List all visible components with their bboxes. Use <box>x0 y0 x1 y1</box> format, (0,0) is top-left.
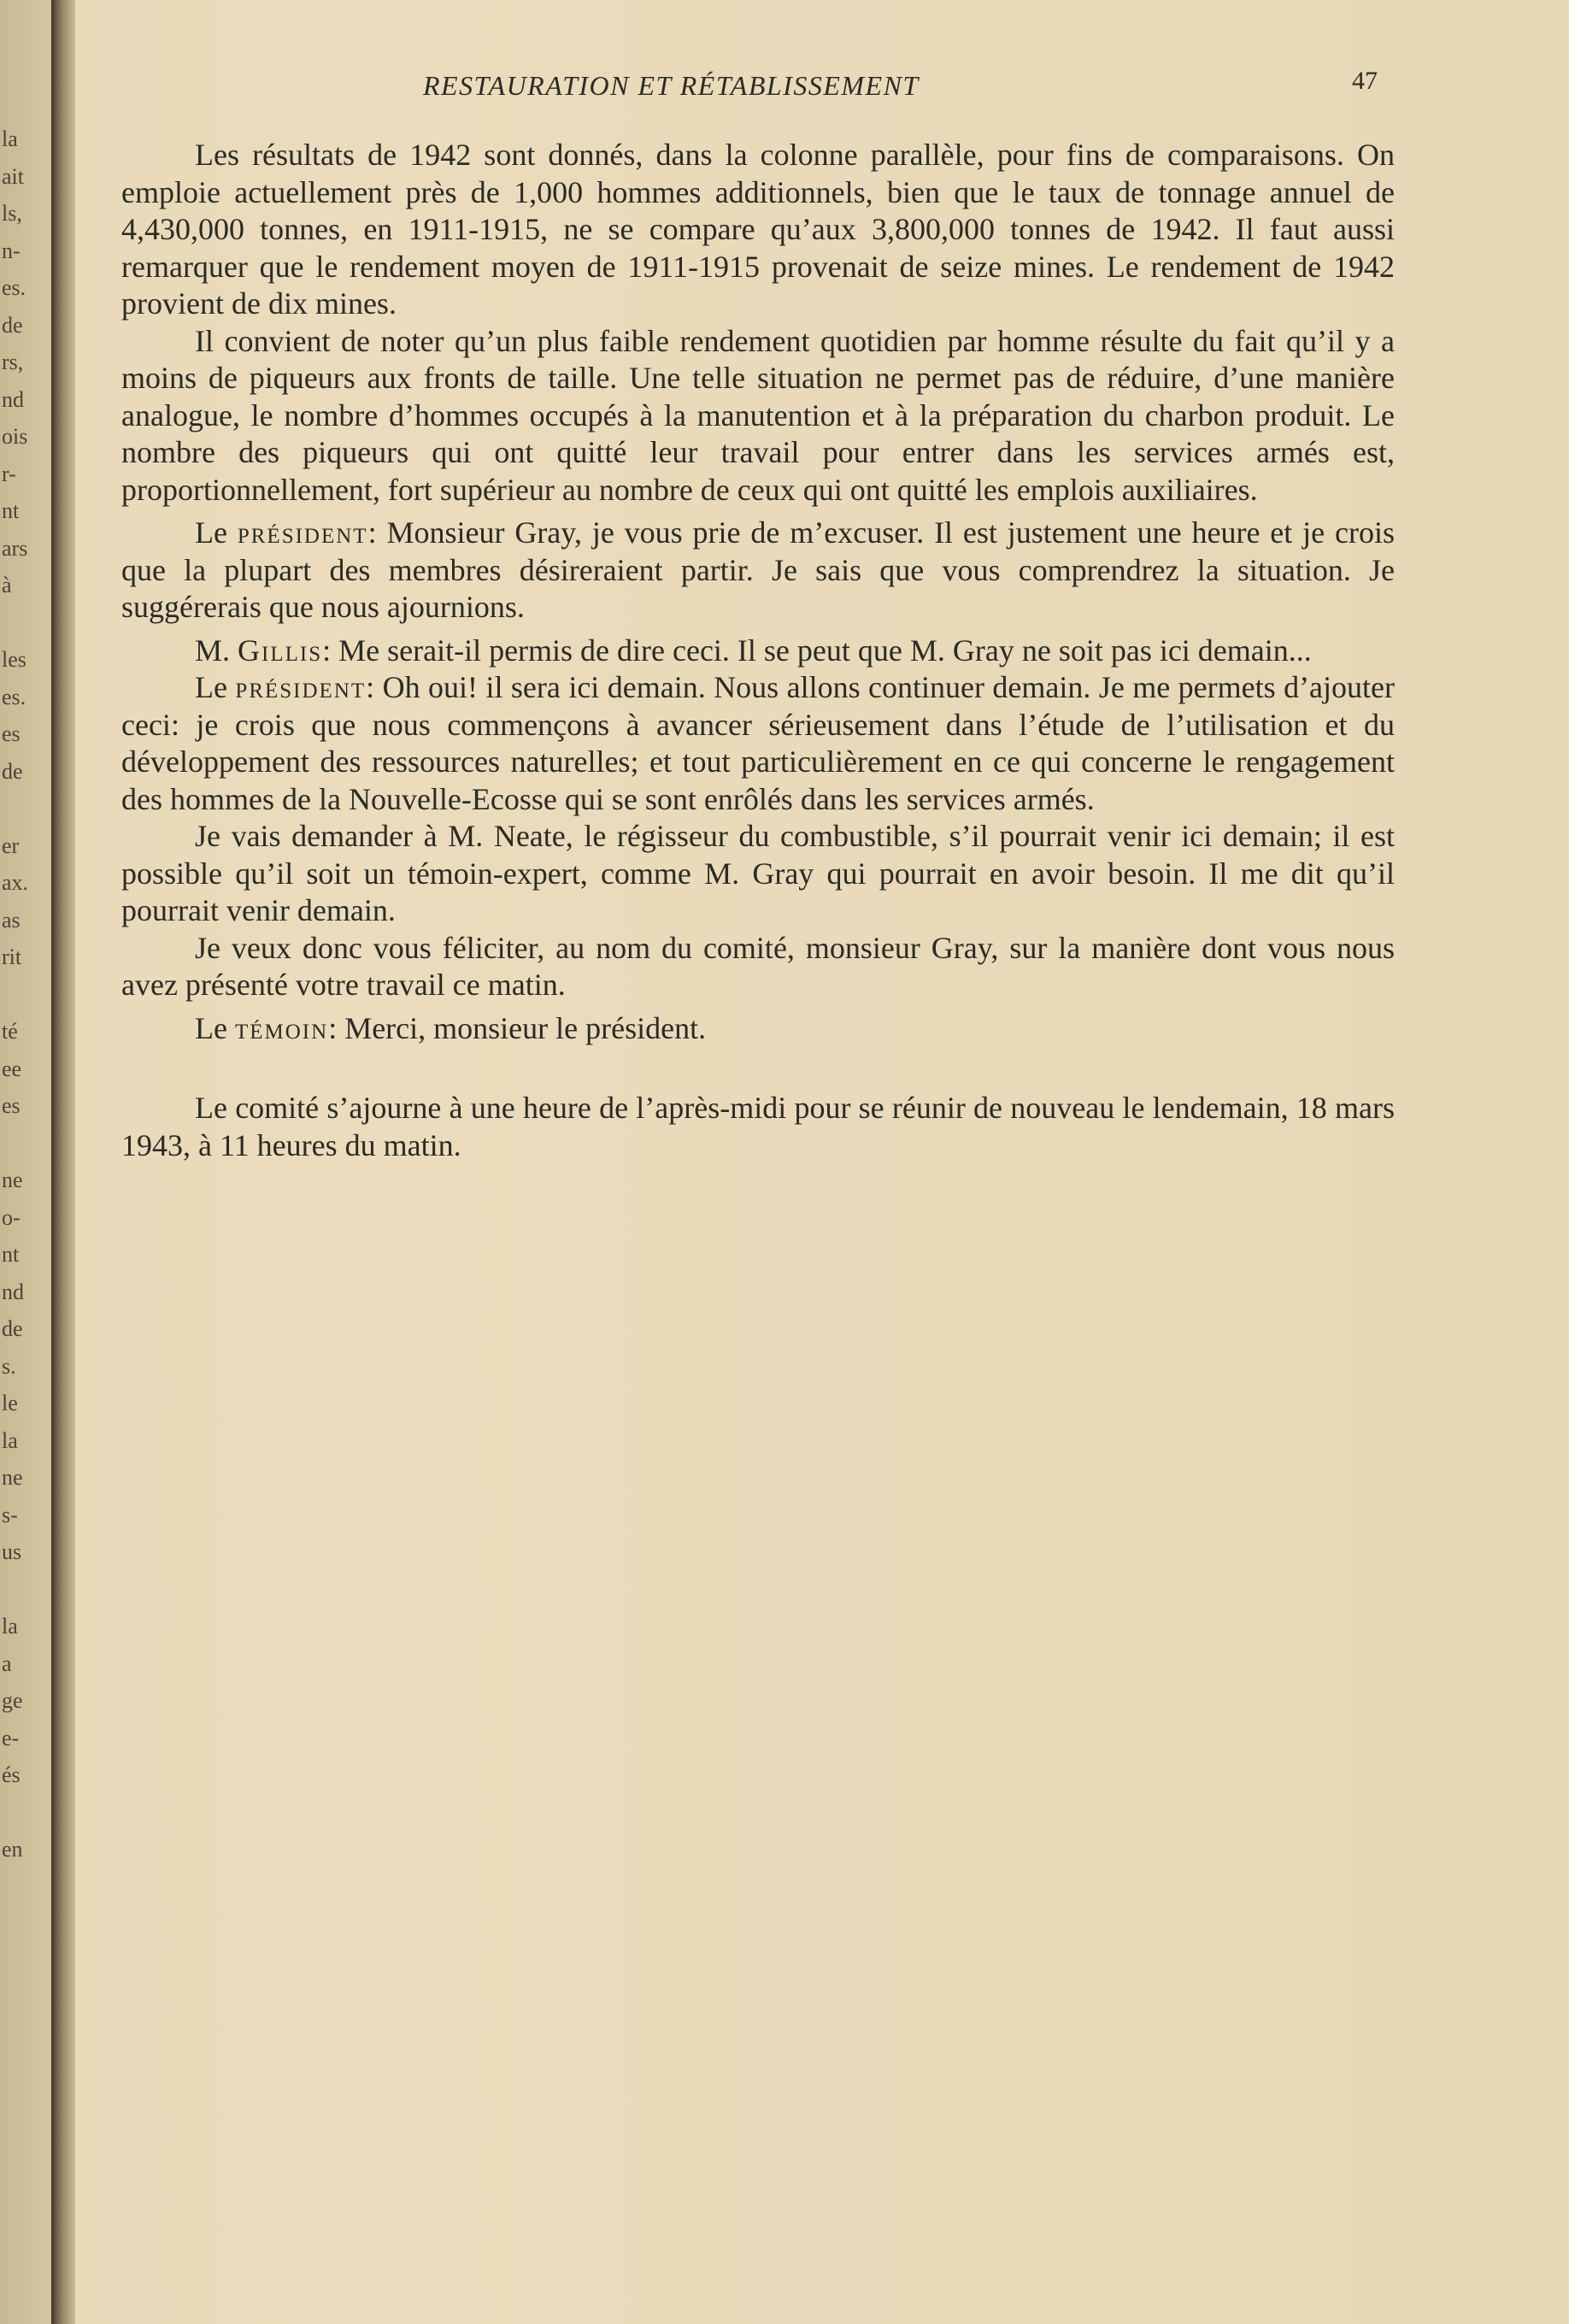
running-header: RESTAURATION ET RÉTABLISSEMENT <box>423 70 920 101</box>
speaker-name: Gillis <box>238 632 323 668</box>
fragment-line: n- <box>2 238 21 263</box>
fragment-line: ne <box>2 1465 23 1490</box>
speech-paragraph <box>121 1010 1395 1048</box>
speech-text: : Me serait-il permis de dire ceci. Il se peut que M. Gray ne soit pas ici demain... <box>322 632 1312 668</box>
previous-page-text-fragments <box>2 126 29 1876</box>
speech-text: : Monsieur Gray, je vous prie de m’excuser. Il est justement une heure et je crois que la plupart des membres désireraient partir. Je sais que vous comprendrez la situation. Je suggérerais que nous ajournions. <box>121 515 1395 624</box>
fragment-line: s- <box>2 1502 18 1527</box>
fragment-line: rit <box>2 944 22 969</box>
speech-paragraph <box>121 632 1395 670</box>
fragment-line <box>2 1579 21 1616</box>
paragraph <box>121 323 1395 509</box>
fragment-line <box>2 984 21 1021</box>
fragment-line: es. <box>2 275 26 300</box>
fragment-line: en <box>2 1837 23 1862</box>
speech-paragraph <box>121 669 1395 818</box>
paragraph <box>121 930 1395 1004</box>
fragment-line <box>2 1133 21 1170</box>
fragment-line: s. <box>2 1353 16 1379</box>
speaker-prefix: Le <box>195 1010 235 1045</box>
body-text <box>121 137 1395 1164</box>
speaker-name: président <box>237 515 368 550</box>
speech-text: : Merci, monsieur le président. <box>328 1010 707 1045</box>
paragraph <box>121 818 1395 930</box>
fragment-line: la <box>2 1427 18 1453</box>
paragraph-text: Il convient de noter qu’un plus faible rendement quotidien par homme résulte du fait qu’il y a moins de piqueurs aux fronts de taille. Une telle situation ne permet pas de réduire, d’une manière analogue, le nombre d’hommes occupés à la manutention et à la préparation du charbon produit. Le nombre des piqueurs qui ont quitté leur travail pour entrer dans les services armés est, proportionnellement, fort supérieur au nombre de ceux qui ont quitté les emplois auxiliaires. <box>121 323 1395 507</box>
page-number: 47 <box>1352 67 1378 95</box>
fragment-line <box>2 612 21 650</box>
speech-paragraph <box>121 515 1395 627</box>
fragment-line: té <box>2 1019 18 1044</box>
closing-text: Le comité s’ajourne à une heure de l’après-midi pour se réunir de nouveau le lendemain, 18 mars 1943, à 11 heures du matin. <box>121 1091 1395 1162</box>
fragment-line: nt <box>2 498 20 523</box>
fragment-line: le <box>2 1391 18 1415</box>
fragment-line: à <box>2 573 12 597</box>
fragment-line: de <box>2 1316 23 1341</box>
speaker-prefix: M. <box>195 632 238 668</box>
fragment-line: nd <box>2 386 24 412</box>
speaker-name: président <box>235 670 367 704</box>
paragraph-text: Je veux donc vous féliciter, au nom du comité, monsieur Gray, sur la manière dont vous nous avez présenté votre travail ce matin. <box>121 930 1395 1002</box>
fragment-line: nd <box>2 1279 24 1304</box>
paragraph <box>121 137 1395 323</box>
speaker-name: témoin <box>234 1010 329 1045</box>
speech-text: : Oh oui! il sera ici demain. Nous allons continuer demain. Je me permets d’ajouter ceci: je crois que nous commençons à avancer sérieusement dans l’étude de l’utilisation et du développement des ressources naturelles; et tout particulièrement en ce qui concerne le rengagement des hommes de la Nouvelle-Ecosse qui se sont enrôlés dans les services armés. <box>121 670 1396 816</box>
paragraph-text: Les résultats de 1942 sont donnés, dans la colonne parallèle, pour fins de comparaisons. On emploie actuellement près de 1,000 hommes additionnels, bien que le taux de tonnage annuel de 4,430,000 tonnes, en 1911-1915, ne se compare qu’aux 3,800,000 tonnes de 1942. Il faut aussi remarquer que le rendement moyen de 1911-1915 provenait de seize mines. Le rendement de 1942 provient de dix mines. <box>121 138 1395 321</box>
fragment-line: r- <box>2 461 16 486</box>
speaker-prefix: Le <box>195 670 236 704</box>
paragraph-text: Je vais demander à M. Neate, le régisseur du combustible, s’il pourrait venir ici demain; il est possible qu’il soit un témoin-expert, comme M. Gray qui pourrait en avoir besoin. Il me dit qu’il pourrait venir demain. <box>121 819 1395 927</box>
fragment-line: ax. <box>2 870 29 895</box>
fragment-line: ne <box>2 1168 23 1192</box>
fragment-line: us <box>2 1539 22 1564</box>
fragment-line: ge <box>2 1688 23 1713</box>
fragment-line: es <box>2 721 21 746</box>
binding-gutter <box>51 0 75 2324</box>
fragment-line: e- <box>2 1725 20 1750</box>
fragment-line: de <box>2 312 23 338</box>
fragment-line: les <box>2 647 26 672</box>
fragment-line: a <box>2 1650 12 1676</box>
fragment-line: la <box>2 1614 18 1639</box>
fragment-line: és <box>2 1762 21 1787</box>
fragment-line: nt <box>2 1242 20 1267</box>
fragment-line: la <box>2 126 18 151</box>
fragment-line: ait <box>2 163 24 189</box>
fragment-line <box>2 1802 21 1839</box>
closing-paragraph <box>121 1090 1395 1164</box>
speaker-prefix: Le <box>195 515 238 550</box>
fragment-line: ois <box>2 424 28 449</box>
fragment-line: ls, <box>2 201 22 226</box>
fragment-line: ars <box>2 535 28 561</box>
fragment-line: er <box>2 833 20 858</box>
fragment-line: es. <box>2 684 26 709</box>
fragment-line: de <box>2 758 23 784</box>
fragment-line: ee <box>2 1056 22 1081</box>
fragment-line: o- <box>2 1204 21 1230</box>
fragment-line: as <box>2 907 21 933</box>
fragment-line <box>2 797 21 835</box>
fragment-line: rs, <box>2 350 24 374</box>
fragment-line: es <box>2 1093 21 1118</box>
